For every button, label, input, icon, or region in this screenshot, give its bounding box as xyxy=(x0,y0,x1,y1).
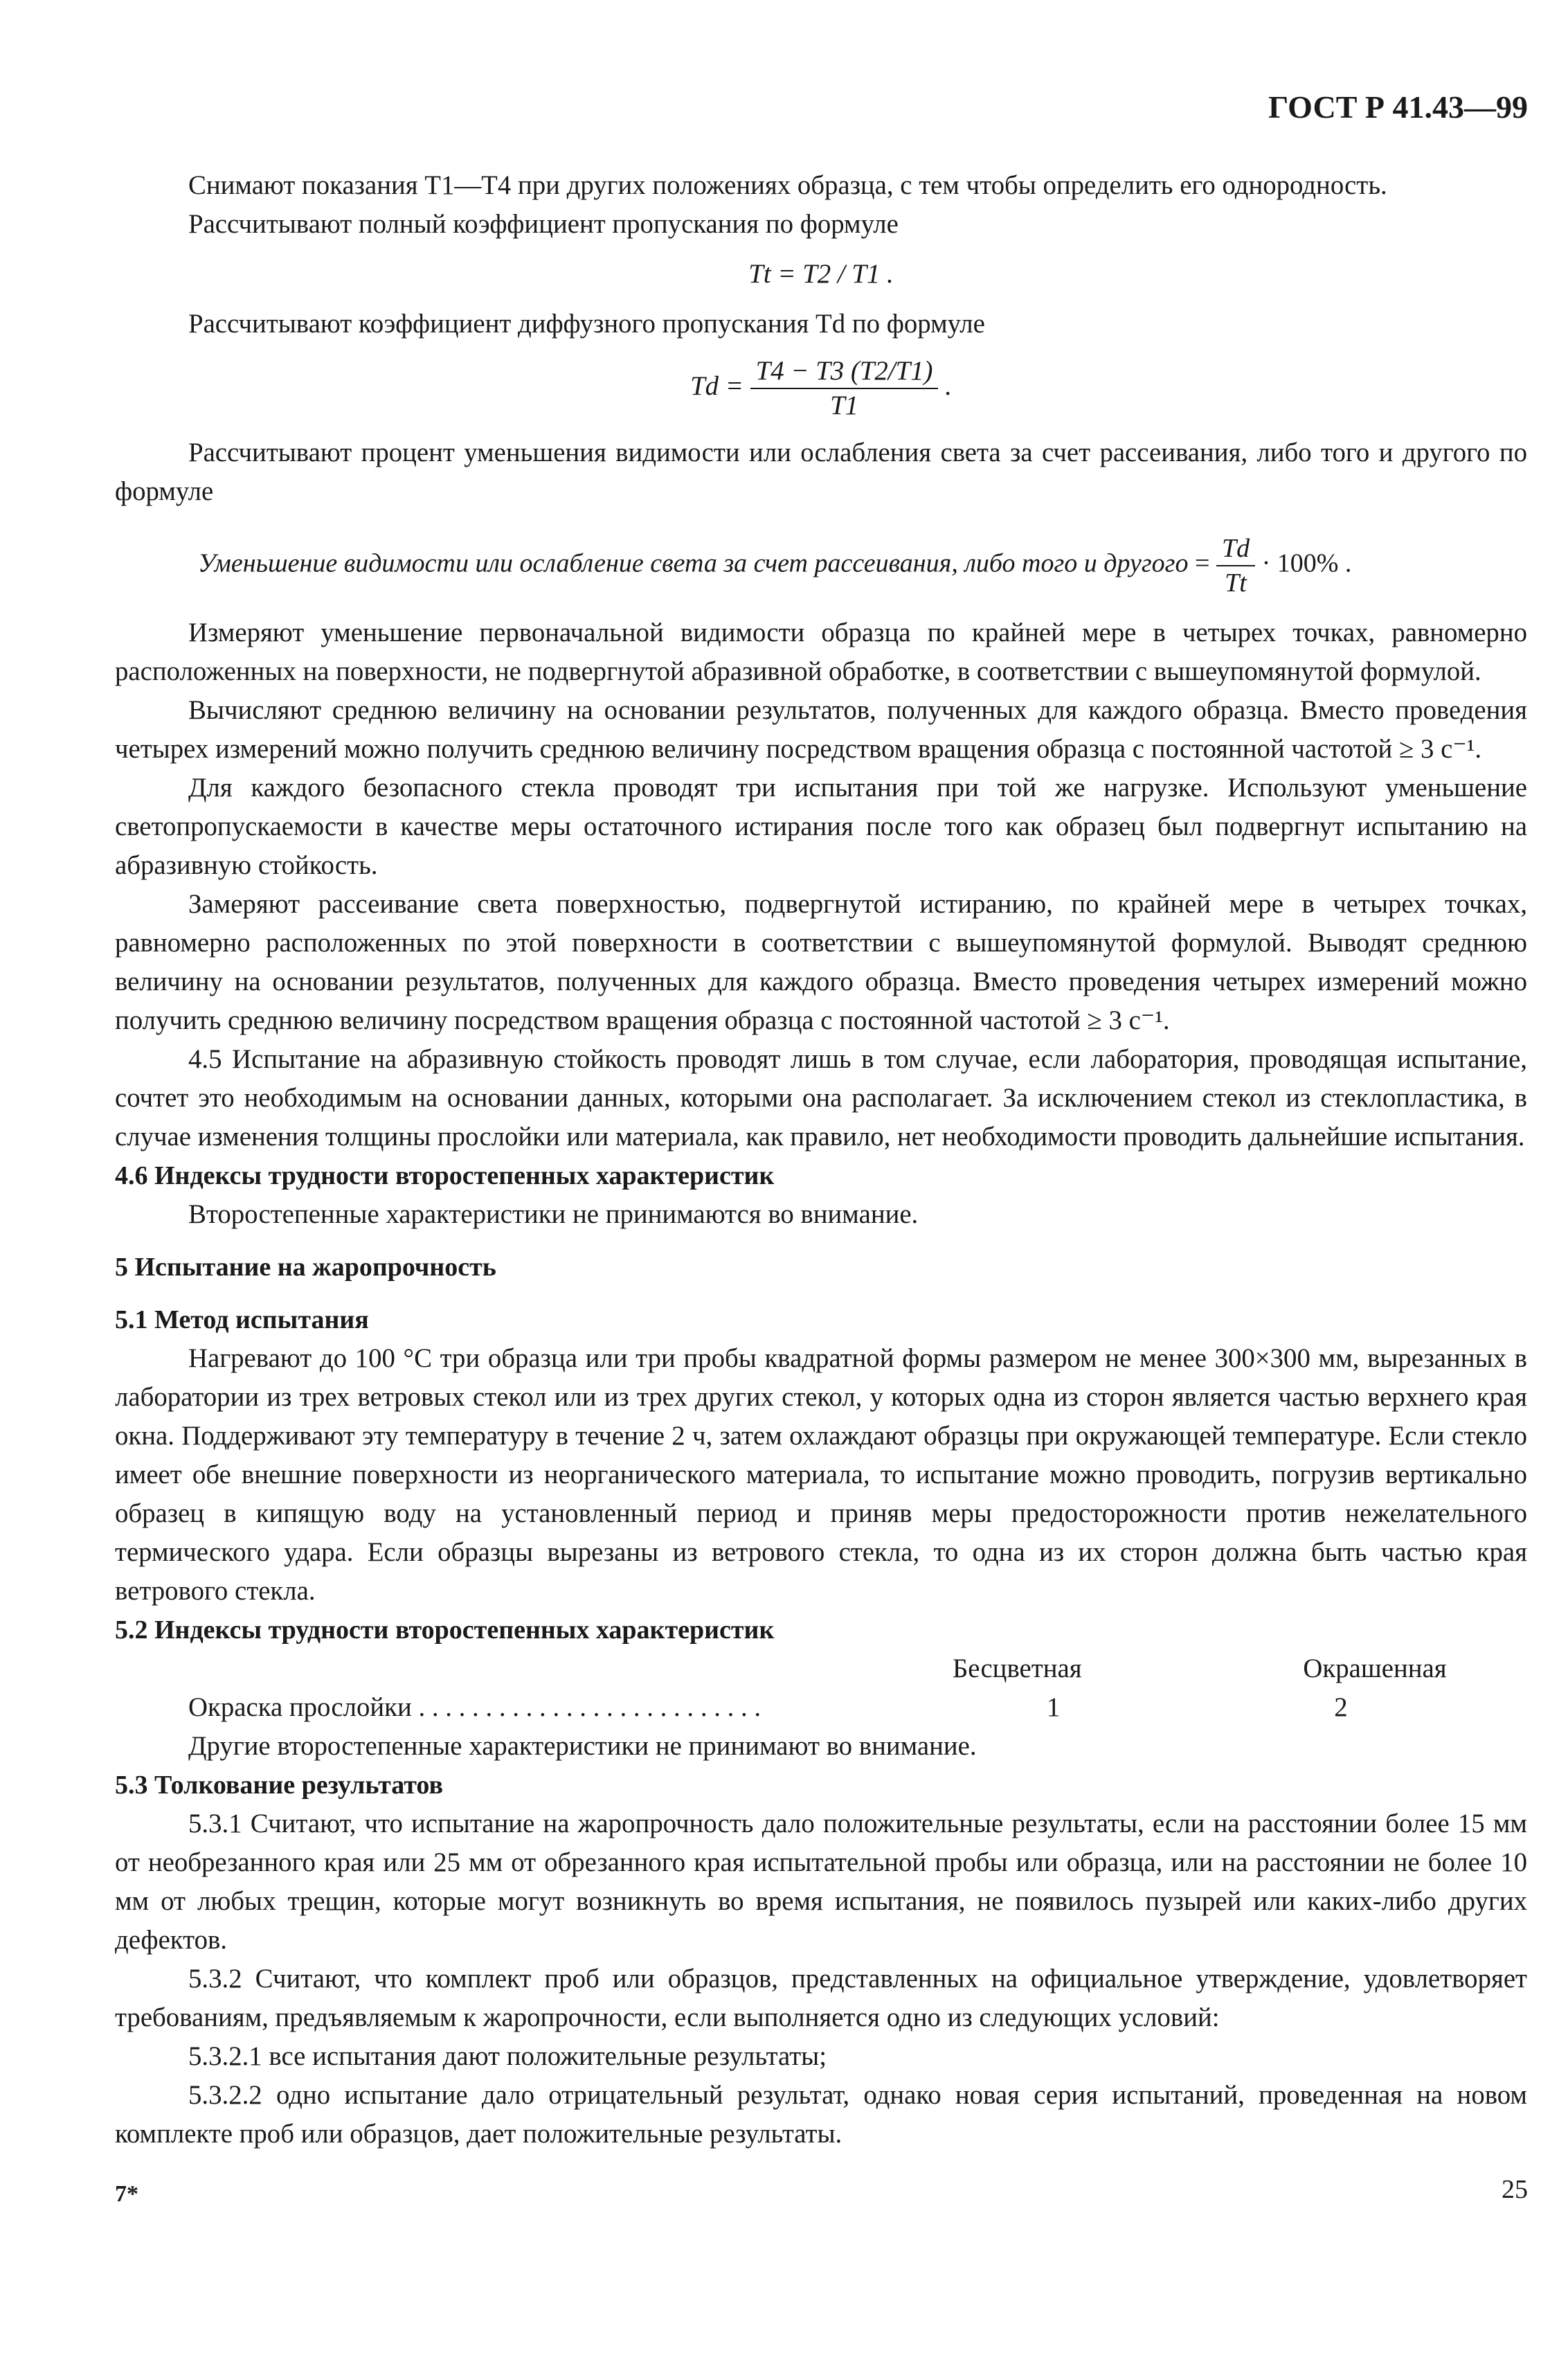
table-col-tinted: Окрашенная xyxy=(1303,1654,1447,1683)
heading-5-3: 5.3 Толкование результатов xyxy=(115,1771,443,1800)
formula-visibility-fraction xyxy=(1216,532,1255,600)
formula-visibility-denominator: Tt xyxy=(1225,568,1247,598)
formula-visibility-tail: · 100% . xyxy=(1261,548,1352,578)
table-row-value-colorless: 1 xyxy=(1047,1692,1061,1722)
paragraph-readings: Снимают показания T1—T4 при других положениях образца, с тем чтобы определить его однородность. xyxy=(188,170,1387,200)
heading-5-2: 5.2 Индексы трудности второстепенных характеристик xyxy=(115,1615,775,1645)
heading-5-1: 5.1 Метод испытания xyxy=(115,1305,369,1334)
paragraph-5-3-2-1: 5.3.2.1 все испытания дают положительные результаты; xyxy=(188,2041,827,2071)
table-row-value-tinted: 2 xyxy=(1334,1692,1348,1722)
formula-diffuse-end: . xyxy=(945,370,952,401)
page-body xyxy=(115,166,1527,2153)
difficulty-table-header xyxy=(953,1649,1527,1688)
formula-total-transmission: Tt = T2 / T1 . xyxy=(748,259,894,289)
formula-diffuse-denominator: T1 xyxy=(830,391,859,420)
formula-diffuse-transmission xyxy=(115,355,1527,422)
heading-4-6: 4.6 Индексы трудности второстепенных характеристик xyxy=(115,1161,775,1190)
paragraph-5-3-1: 5.3.1 Считают, что испытание на жаропрочность дало положительные результаты, если на расстоянии более 15 мм от необрезанного края или 25 мм от обрезанного края испытательной пробы или образца, или на расстоянии не более 10 мм от любых трещин, которые могут возникнуть во время испытания, не появилось пузырей или каких-либо других дефектов. xyxy=(115,1809,1527,1955)
heading-5: 5 Испытание на жаропрочность xyxy=(115,1253,496,1282)
paragraph-three-tests: Для каждого безопасного стекла проводят три испытания при той же нагрузке. Используют уменьшение светопропускаемости в качестве меры остаточного истирания после того как образец был подвергнут испытанию на абразивную стойкость. xyxy=(115,773,1527,880)
table-row xyxy=(115,1688,1527,1727)
paragraph-diffuse-transmission: Рассчитывают коэффициент диффузного пропускания Td по формуле xyxy=(188,309,985,339)
formula-visibility-text: Уменьшение видимости или ослабление света за счет рассеивания, либо того и другого xyxy=(198,548,1189,578)
formula-visibility-reduction: Уменьшение видимости или ослабление света за счет рассеивания, либо того и другого = $\frac{Td}{Tt}$ · 100% . xyxy=(115,532,1527,600)
sheet-mark: 7* xyxy=(115,2181,138,2207)
page-number: 25 xyxy=(1502,2175,1528,2204)
formula-diffuse-numerator: T4 − T3 (T2/T1) xyxy=(750,355,939,389)
paragraph-secondary-ignored: Второстепенные характеристики не принимаются во внимание. xyxy=(188,1199,919,1229)
paragraph-5-3-2-2: 5.3.2.2 одно испытание дало отрицательный результат, однако новая серия испытаний, проведенная на новом комплекте проб или образцов, дает положительные результаты. xyxy=(115,2080,1527,2149)
formula-visibility-numerator: Td xyxy=(1216,532,1255,566)
paragraph-total-transmission: Рассчитывают полный коэффициент пропускания по формуле xyxy=(188,209,899,239)
paragraph-other-secondary: Другие второстепенные характеристики не принимают во внимание. xyxy=(188,1731,977,1761)
table-row-label: Окраска прослойки . . . . . . . . . . . . . . . . . . . . . . . . . . xyxy=(188,1692,762,1722)
formula-diffuse-fraction xyxy=(750,355,939,422)
paragraph-scatter: Замеряют рассеивание света поверхностью, подвергнутой истиранию, по крайней мере в четырех точках, равномерно расположенных по этой поверхности в соответствии с вышеупомянутой формулой. Выводят среднюю величину на основании результатов, полученных для каждого образца. Вместо проведения четырех измерений можно получить среднюю величину посредством вращения образца с постоянной частотой ≥ 3 с⁻¹. xyxy=(115,889,1527,1035)
paragraph-5-3-2: 5.3.2 Считают, что комплект проб или образцов, представленных на официальное утверждение, удовлетворяет требованиям, предъявляемым к жаропрочности, если выполняется одно из следующих условий: xyxy=(115,1964,1527,2032)
paragraph-4-5: 4.5 Испытание на абразивную стойкость проводят лишь в том случае, если лаборатория, проводящая испытание, сочтет это необходимым на основании данных, которыми она располагает. За исключением стекол из стеклопластика, в случае изменения толщины прослойки или материала, как правило, нет необходимости проводить дальнейшие испытания. xyxy=(115,1044,1527,1152)
paragraph-method: Нагревают до 100 °С три образца или три пробы квадратной формы размером не менее 300×300 мм, вырезанных в лаборатории из трех ветровых стекол или из трех других стекол, у которых одна из сторон является частью верхнего края окна. Поддерживают эту температуру в течение 2 ч, затем охлаждают образцы при окружающей температуре. Если стекло имеет обе внешние поверхности из неорганического материала, то испытание можно проводить, погрузив вертикально образец в кипящую воду на установленный период и приняв меры предосторожности против нежелательного термического удара. Если образцы вырезаны из ветрового стекла, то одна из их сторон должна быть частью края ветрового стекла. xyxy=(115,1343,1527,1606)
paragraph-measure-initial: Измеряют уменьшение первоначальной видимости образца по крайней мере в четырех точках, равномерно расположенных на поверхности, не подвергнутой абразивной обработке, в соответствии с вышеупомянутой формулой. xyxy=(115,618,1527,686)
paragraph-visibility-reduction: Рассчитывают процент уменьшения видимости или ослабления света за счет рассеивания, либо того и другого по формуле xyxy=(115,438,1527,506)
formula-diffuse-left: Td = xyxy=(690,370,744,401)
table-col-colorless: Бесцветная xyxy=(953,1654,1082,1683)
paragraph-average: Вычисляют среднюю величину на основании результатов, полученных для каждого образца. Вместо проведения четырех измерений можно получить среднюю величину посредством вращения образца с постоянной частотой ≥ 3 с⁻¹. xyxy=(115,695,1527,764)
document-code: ГОСТ Р 41.43—99 xyxy=(1268,89,1528,125)
